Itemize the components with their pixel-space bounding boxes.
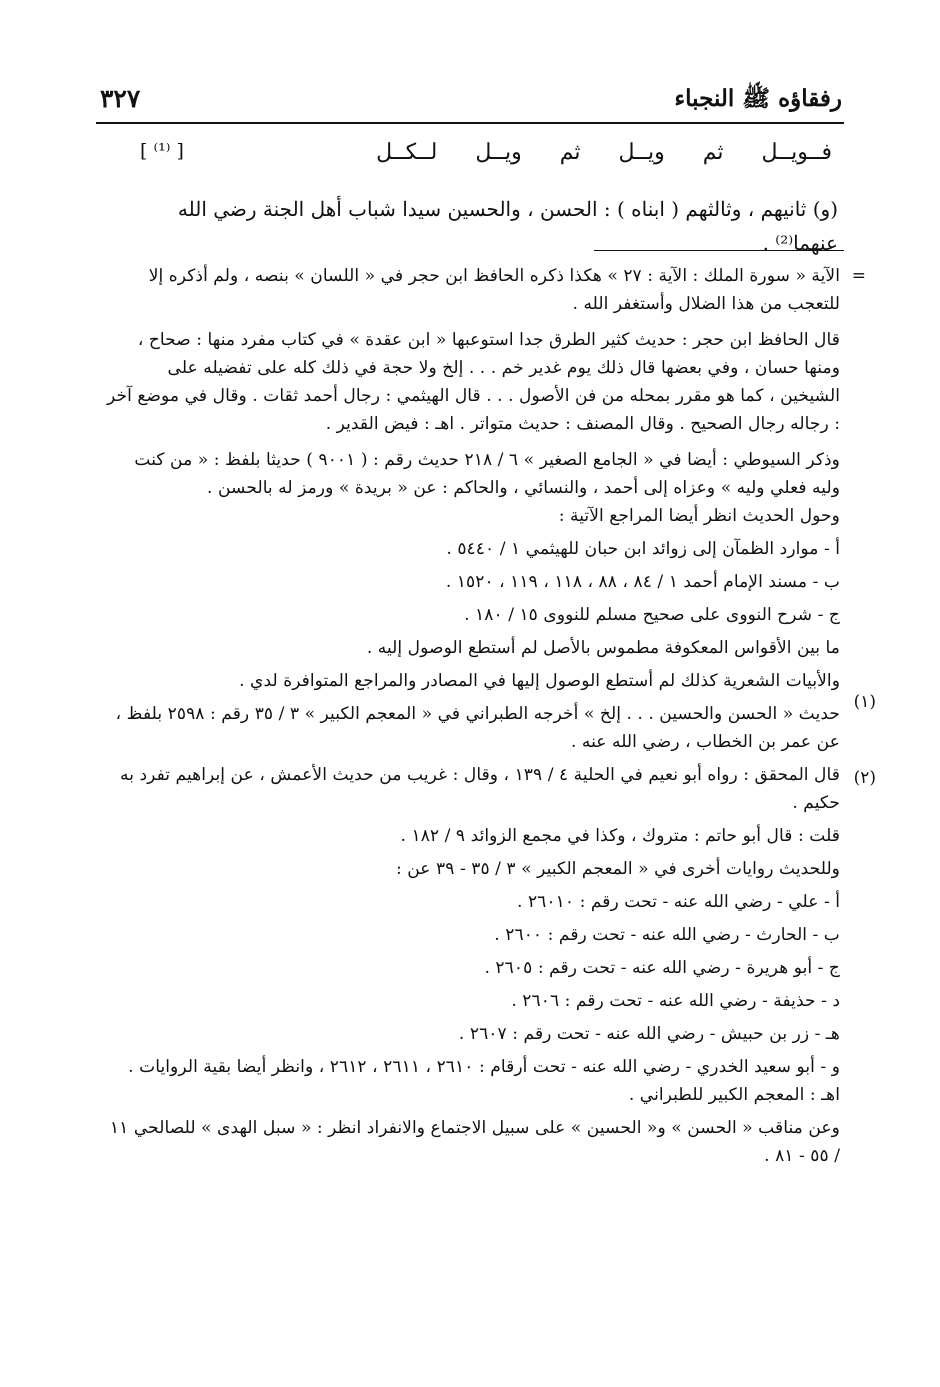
reference-item: أ - علي - رضي الله عنه - تحت رقم : ٢٦٠١٠ . — [517, 892, 840, 912]
reference-item: هـ - زر بن حبيش - رضي الله عنه - تحت رقم : ٢٦٠٧ . — [458, 1024, 840, 1044]
continuation-mark: = — [851, 266, 866, 286]
footnote-1-text: ما بين الأقواس المعكوفة مطموس بالأصل لم أستطع الوصول إليه . — [366, 638, 840, 658]
running-title: رفقاؤه ﷺ النجباء — [674, 85, 842, 112]
running-header — [100, 84, 842, 124]
main-text: (و) ثانيهم ، وثالثهم ( ابناه ) : الحسن ، والحسين سيدا شباب أهل الجنة رضي الله عنهما⁽²⁾ . — [177, 197, 838, 255]
verse-word: ثم — [559, 140, 581, 165]
footnote-1-text: والأبيات الشعرية كذلك لم أستطع الوصول إليها في المصادر والمراجع المتوافرة لدي . — [239, 671, 840, 691]
reference-item: أ - موارد الظمآن إلى زوائد ابن حبان للهيثمي ١ / ٥٤٤٠ . — [446, 539, 840, 559]
footnote-2-text: وللحديث روايات أخرى في « المعجم الكبير » ٣ / ٣٥ - ٣٩ عن : — [395, 859, 840, 879]
header-rule — [96, 122, 844, 124]
verse-word: لــكــل — [376, 140, 438, 165]
footnote-number-2: (٢) — [853, 768, 876, 788]
reference-item: ج - شرح النووى على صحيح مسلم للنووى ١٥ / ١٨٠ . — [464, 605, 840, 625]
verse-word: ويــل — [475, 140, 522, 165]
page-number: ٣٢٧ — [100, 84, 141, 113]
footnote-separator — [594, 250, 844, 251]
note-paragraph: وذكر السيوطي : أيضا في « الجامع الصغير » ٦ / ٢١٨ حديث رقم : ( ٩٠٠١ ) حديثا بلفظ : « من كنت وليه فعلي وليه » وعزاه إلى أحمد ، والنسائي ، والحاكم : عن « بريدة » ورمز له بالحسن . — [134, 450, 840, 498]
verse-word: ثم — [702, 140, 724, 165]
footnote-2-text: و - أبو سعيد الخدري - رضي الله عنه - تحت أرقام : ٢٦١٠ ، ٢٦١١ ، ٢٦١٢ ، وانظر أيضا بقية الروايات . اهـ : المعجم الكبير للطبراني . — [128, 1057, 840, 1105]
footnote-2-text: قال المحقق : رواه أبو نعيم في الحلية ٤ / ١٣٩ ، وقال : غريب من حديث الأعمش ، عن إبراهيم تفرد به حكيم . — [120, 765, 840, 813]
note-paragraph: وحول الحديث انظر أيضا المراجع الآتية : — [558, 506, 840, 526]
verse-word: ويــل — [618, 140, 665, 165]
reference-item: ج - أبو هريرة - رضي الله عنه - تحت رقم : ٢٦٠٥ . — [484, 958, 840, 978]
verse-word: فــويــل — [761, 140, 832, 165]
note-paragraph: الآية « سورة الملك : الآية : ٢٧ » هكذا ذكره الحافظ ابن حجر في « اللسان » بنصه ، ولم أذكره إلا للتعجب من هذا الضلال وأستغفر الله . — [148, 266, 840, 314]
poetry-verse — [140, 140, 832, 176]
reference-item: د - حذيفة - رضي الله عنه - تحت رقم : ٢٦٠٦ . — [511, 991, 840, 1011]
footnote-number-1: (١) — [853, 692, 876, 712]
reference-item: ب - الحارث - رضي الله عنه - تحت رقم : ٢٦٠٠ . — [494, 925, 840, 945]
footnotes — [104, 262, 840, 1170]
footnote-reference: [ ⁽¹⁾ ] — [140, 140, 184, 162]
note-paragraph: قال الحافظ ابن حجر : حديث كثير الطرق جدا استوعبها « ابن عقدة » في كتاب مفرد منها : صحاح ، ومنها حسان ، وفي بعضها قال ذلك يوم غدير خم . . . إلخ ولا حجة في ذلك كله على تفضيله على الشيخين ، كما هو مقرر بمحله من فن الأصول . . . قال الهيثمي : رجال أحمد ثقات . وقال في موضع آخر : رجاله رجال الصحيح . وقال المصنف : حديث متواتر . اهـ : فيض القدير . — [106, 330, 840, 434]
reference-item: ب - مسند الإمام أحمد ١ / ٨٤ ، ٨٨ ، ١١٨ ، ١١٩ ، ١٥٢٠ . — [445, 572, 840, 592]
footnote-2-text: وعن مناقب « الحسن » و« الحسين » على سبيل الاجتماع والانفراد انظر : « سبل الهدى » للصالحي ١١ / ٥٥ - ٨١ . — [109, 1118, 840, 1166]
footnote-2-text: قلت : قال أبو حاتم : متروك ، وكذا في مجمع الزوائد ٩ / ١٨٢ . — [400, 826, 840, 846]
footnote-2-text: حديث « الحسن والحسين . . . إلخ » أخرجه الطبراني في « المعجم الكبير » ٣ / ٣٥ رقم : ٢٥٩٨ بلفظ ، عن عمر بن الخطاب ، رضي الله عنه . — [115, 704, 840, 752]
